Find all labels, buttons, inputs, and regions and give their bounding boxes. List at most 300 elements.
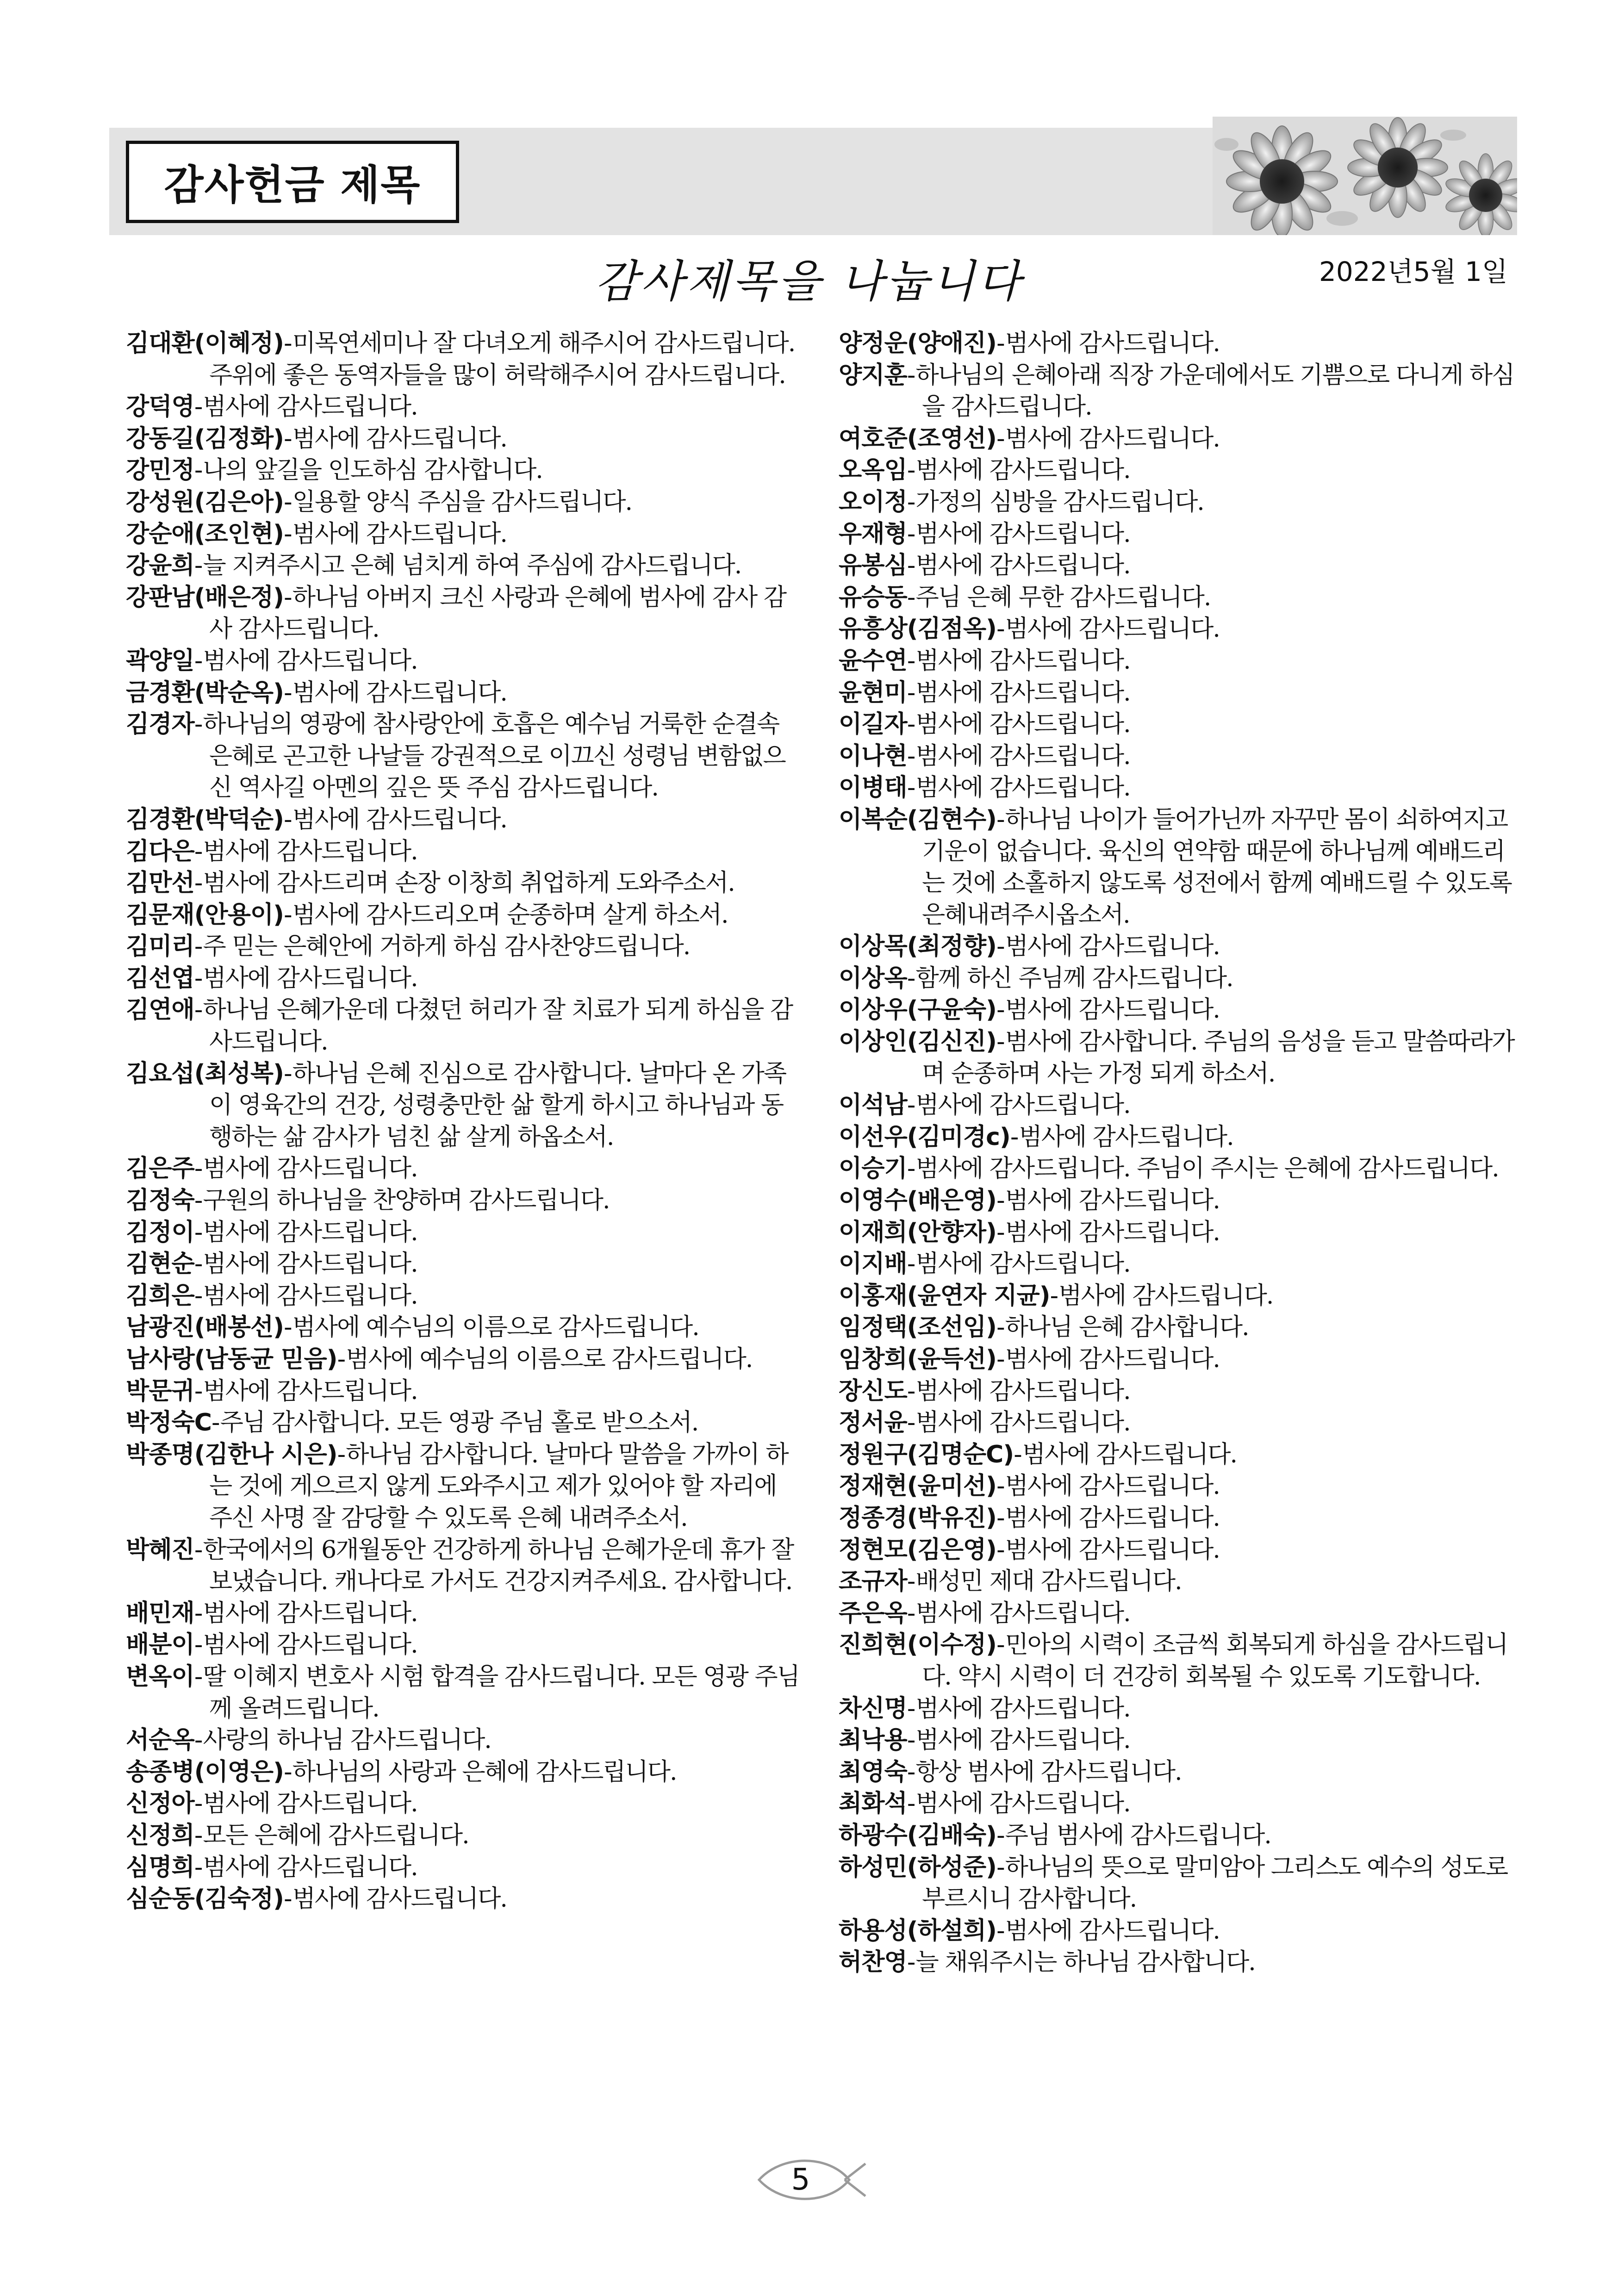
thanks-entry	[839, 1566, 1519, 1598]
thanks-entry	[839, 740, 1519, 772]
separator-dash: -	[194, 647, 203, 675]
thanks-entry	[126, 1344, 802, 1375]
donor-name: 김정이	[126, 1218, 194, 1246]
thanks-message: 범사에 감사드립니다.	[203, 1790, 417, 1818]
separator-dash: -	[194, 1726, 203, 1755]
thanks-message: 범사에 감사드립니다.	[1058, 1282, 1273, 1310]
thanks-entry	[126, 454, 802, 486]
thanks-message: 범사에 감사드립니다.	[915, 456, 1130, 485]
donor-name: 김문재(안용이)	[126, 901, 284, 929]
separator-dash: -	[996, 1536, 1005, 1564]
thanks-message: 범사에 감사드립니다.	[203, 837, 417, 865]
thanks-entry	[839, 1153, 1519, 1185]
thanks-entry	[126, 931, 802, 963]
separator-dash: -	[907, 552, 916, 580]
donor-name: 곽양일	[126, 647, 194, 675]
thanks-entry	[126, 1439, 802, 1534]
thanks-entry	[839, 1724, 1519, 1756]
thanks-message: 범사에 감사드립니다.	[1005, 1536, 1220, 1564]
donor-name: 이상인(김신진)	[839, 1028, 996, 1056]
thanks-message: 범사에 감사합니다. 주님의 음성을 듣고 말씀따라가며 순종하며 사는 가정 되게 하소서.	[922, 1028, 1514, 1088]
separator-dash: -	[907, 1250, 916, 1278]
thanks-entry	[839, 1820, 1519, 1852]
separator-dash: -	[1010, 1123, 1019, 1151]
donor-name: 김희은	[126, 1282, 194, 1310]
donor-name: 하광수(김배숙)	[839, 1821, 996, 1849]
thanks-message: 범사에 감사드립니다.	[1005, 1187, 1220, 1215]
separator-dash: -	[996, 1821, 1005, 1849]
thanks-entry	[839, 1312, 1519, 1344]
separator-dash: -	[996, 1345, 1005, 1373]
thanks-entry	[126, 518, 802, 550]
donor-name: 윤현미	[839, 678, 907, 707]
thanks-entry	[839, 1502, 1519, 1534]
separator-dash: -	[194, 1853, 203, 1881]
thanks-entry	[839, 1470, 1519, 1502]
thanks-entry	[126, 963, 802, 995]
thanks-message: 범사에 감사드립니다.	[915, 647, 1130, 675]
thanks-entry	[126, 1756, 802, 1788]
separator-dash: -	[1014, 1440, 1022, 1468]
thanks-entry	[839, 1439, 1519, 1471]
thanks-message: 배성민 제대 감사드립니다.	[915, 1568, 1182, 1596]
separator-dash: -	[283, 488, 292, 516]
thanks-message: 범사에 감사드립니다.	[915, 1726, 1130, 1755]
right-column	[839, 328, 1519, 1979]
thanks-entry	[126, 550, 802, 582]
donor-name: 조규자	[839, 1568, 907, 1596]
thanks-entry	[839, 550, 1519, 582]
thanks-entry	[126, 1661, 802, 1724]
separator-dash: -	[907, 1948, 916, 1977]
thanks-entry	[126, 1852, 802, 1884]
thanks-entry	[839, 1947, 1519, 1979]
separator-dash: -	[1050, 1282, 1059, 1310]
thanks-entry	[126, 1629, 802, 1661]
thanks-message: 주님 은혜 무한 감사드립니다.	[915, 583, 1211, 611]
separator-dash: -	[194, 552, 203, 580]
thanks-entry	[126, 677, 802, 709]
separator-dash: -	[194, 837, 203, 865]
donor-name: 남광진(배봉선)	[126, 1313, 284, 1342]
thanks-message: 범사에 감사드립니다.	[915, 710, 1130, 739]
thanks-entry	[839, 328, 1519, 360]
thanks-message: 범사에 감사드립니다.	[292, 520, 507, 548]
separator-dash: -	[194, 964, 203, 992]
separator-dash: -	[907, 1377, 916, 1405]
donor-name: 김경환(박덕순)	[126, 805, 284, 834]
thanks-entry	[126, 1534, 802, 1598]
thanks-entry	[126, 391, 802, 423]
donor-name: 심명희	[126, 1853, 194, 1881]
donor-name: 김미리	[126, 933, 194, 961]
thanks-message: 범사에 감사드립니다.	[292, 678, 507, 707]
thanks-entry	[839, 1598, 1519, 1630]
donor-name: 김경자	[126, 710, 194, 739]
separator-dash: -	[907, 520, 916, 548]
donor-name: 정종경(박유진)	[839, 1504, 996, 1532]
donor-name: 최화석	[839, 1790, 907, 1818]
thanks-message: 한국에서의 6개월동안 건강하게 하나님 은혜가운데 휴가 잘 보냈습니다. 캐나다로 가서도 건강지켜주세요. 감사합니다.	[203, 1536, 794, 1596]
donor-name: 박혜진	[126, 1536, 194, 1564]
thanks-message: 하나님의 사랑과 은혜에 감사드립니다.	[292, 1758, 677, 1786]
donor-name: 우재형	[839, 520, 907, 548]
thanks-message: 범사에 감사드립니다.	[292, 805, 507, 834]
separator-dash: -	[907, 1758, 916, 1786]
thanks-message: 주님 범사에 감사드립니다.	[1005, 1821, 1271, 1849]
donor-name: 김만선	[126, 869, 194, 897]
thanks-message: 범사에 감사드립니다.	[1005, 1218, 1220, 1246]
thanks-message: 민아의 시력이 조금씩 회복되게 하심을 감사드립니다. 약시 시력이 더 건강히 회복될 수 있도록 기도합니다.	[922, 1631, 1508, 1691]
donor-name: 이지배	[839, 1250, 907, 1278]
separator-dash: -	[283, 1313, 292, 1342]
separator-dash: -	[283, 1758, 292, 1786]
thanks-message: 범사에 감사드립니다.	[203, 1377, 417, 1405]
separator-dash: -	[194, 1662, 203, 1691]
thanks-entry	[126, 486, 802, 518]
donor-name: 김정숙	[126, 1187, 194, 1215]
thanks-message: 범사에 감사드립니다.	[915, 1409, 1130, 1437]
separator-dash: -	[283, 678, 292, 707]
thanks-message: 범사에 감사드립니다.	[915, 1091, 1130, 1120]
separator-dash: -	[194, 869, 203, 897]
thanks-entry	[126, 1598, 802, 1630]
separator-dash: -	[194, 1218, 203, 1246]
thanks-entry	[126, 582, 802, 645]
thanks-entry	[839, 994, 1519, 1026]
donor-name: 강윤희	[126, 552, 194, 580]
thanks-message: 항상 범사에 감사드립니다.	[915, 1758, 1182, 1786]
separator-dash: -	[907, 964, 916, 992]
donor-name: 김다은	[126, 837, 194, 865]
thanks-message: 범사에 감사드립니다.	[203, 1599, 417, 1627]
donor-name: 김요섭(최성복)	[126, 1059, 284, 1088]
donor-name: 강민정	[126, 456, 194, 485]
thanks-message: 범사에 감사드립니다.	[1005, 1504, 1220, 1532]
separator-dash: -	[194, 1790, 203, 1818]
thanks-entry	[126, 1883, 802, 1915]
thanks-entry	[839, 1089, 1519, 1121]
separator-dash: -	[337, 1345, 346, 1373]
thanks-entry	[126, 423, 802, 455]
separator-dash: -	[907, 1409, 916, 1437]
donor-name: 이석남	[839, 1091, 907, 1120]
thanks-entry	[839, 613, 1519, 645]
separator-dash: -	[907, 1091, 916, 1120]
thanks-entry	[839, 454, 1519, 486]
thanks-message: 하나님의 은혜아래 직장 가운데에서도 기쁨으로 다니게 하심을 감사드립니다.	[915, 361, 1514, 421]
donor-name: 이나현	[839, 742, 907, 770]
thanks-message: 범사에 감사드립니다.	[203, 964, 417, 992]
donor-name: 금경환(박순옥)	[126, 678, 284, 707]
thanks-entry	[839, 1693, 1519, 1725]
thanks-message: 딸 이혜지 변호사 시험 합격을 감사드립니다. 모든 영광 주님께 올려드립니다.	[203, 1662, 799, 1723]
donor-name: 이승기	[839, 1155, 907, 1183]
thanks-entry	[126, 1820, 802, 1852]
thanks-entry	[839, 804, 1519, 931]
thanks-message: 범사에 감사드립니다.	[292, 424, 507, 453]
thanks-message: 범사에 감사드리며 손장 이창희 취업하게 도와주소서.	[203, 869, 734, 897]
thanks-message: 범사에 감사드립니다.	[1005, 996, 1220, 1024]
thanks-entry	[839, 645, 1519, 677]
donor-name: 김현순	[126, 1250, 194, 1278]
thanks-entry	[839, 486, 1519, 518]
thanks-entry	[126, 1217, 802, 1249]
donor-name: 정원구(김명순C)	[839, 1440, 1014, 1468]
thanks-entry	[839, 709, 1519, 740]
donor-name: 이복순(김현수)	[839, 805, 996, 834]
donor-name: 최낙용	[839, 1726, 907, 1755]
thanks-message: 범사에 감사드립니다.	[203, 1853, 417, 1881]
separator-dash: -	[996, 615, 1005, 643]
separator-dash: -	[283, 805, 292, 834]
thanks-entry	[126, 1058, 802, 1153]
thanks-message: 범사에 감사드립니다.	[915, 552, 1130, 580]
thanks-message: 범사에 감사드립니다.	[1005, 1345, 1220, 1373]
thanks-entry	[839, 518, 1519, 550]
separator-dash: -	[996, 1187, 1005, 1215]
separator-dash: -	[996, 1853, 1005, 1881]
thanks-entry	[839, 1915, 1519, 1947]
thanks-entry	[839, 1121, 1519, 1153]
thanks-message: 구원의 하나님을 찬양하며 감사드립니다.	[203, 1187, 610, 1215]
donor-name: 장신도	[839, 1377, 907, 1405]
thanks-entry	[126, 899, 802, 931]
separator-dash: -	[996, 1028, 1005, 1056]
separator-dash: -	[996, 933, 1005, 961]
separator-dash: -	[996, 1916, 1005, 1945]
donor-name: 이길자	[839, 710, 907, 739]
donor-name: 유승동	[839, 583, 907, 611]
donor-name: 심순동(김숙정)	[126, 1885, 284, 1913]
donor-name: 이홍재(윤연자 지균)	[839, 1282, 1050, 1310]
thanks-message: 범사에 감사드립니다.	[915, 1599, 1130, 1627]
donor-name: 최영숙	[839, 1758, 907, 1786]
donor-name: 여호준(조영선)	[839, 424, 996, 453]
thanks-entry	[126, 867, 802, 899]
separator-dash: -	[996, 805, 1005, 834]
separator-dash: -	[907, 583, 916, 611]
thanks-entry	[126, 328, 802, 391]
separator-dash: -	[907, 361, 916, 389]
thanks-entry	[126, 1407, 802, 1439]
donor-name: 서순옥	[126, 1726, 194, 1755]
thanks-message: 범사에 감사드립니다.	[1005, 1916, 1220, 1945]
thanks-entry	[839, 1534, 1519, 1566]
thanks-message: 범사에 감사드립니다.	[203, 1631, 417, 1659]
separator-dash: -	[194, 1631, 203, 1659]
thanks-message: 범사에 감사드립니다.	[1005, 424, 1220, 453]
separator-dash: -	[907, 1599, 916, 1627]
separator-dash: -	[194, 996, 203, 1024]
donor-name: 허찬영	[839, 1948, 907, 1977]
donor-name: 오옥임	[839, 456, 907, 485]
thanks-entry	[839, 1217, 1519, 1249]
thanks-message: 미목연세미나 잘 다녀오게 해주시어 감사드립니다. 주위에 좋은 동역자들을 많이 허락해주시어 감사드립니다.	[209, 330, 795, 389]
thanks-entry	[839, 772, 1519, 804]
thanks-entry	[839, 1852, 1519, 1915]
separator-dash: -	[907, 1568, 916, 1596]
thanks-message: 범사에 감사드립니다.	[915, 1377, 1130, 1405]
thanks-entry	[126, 836, 802, 868]
donor-name: 신정희	[126, 1821, 194, 1849]
headline: 감사제목을 나눕니다	[595, 255, 1023, 307]
thanks-entry	[839, 1375, 1519, 1407]
donor-name: 이선우(김미경c)	[839, 1123, 1010, 1151]
donor-name: 유흥상(김점옥)	[839, 615, 996, 643]
separator-dash: -	[194, 1599, 203, 1627]
separator-dash: -	[194, 1155, 203, 1183]
donor-name: 김대환(이혜정)	[126, 330, 284, 357]
donor-name: 이영수(배은영)	[839, 1187, 996, 1215]
separator-dash: -	[907, 1694, 916, 1723]
separator-dash: -	[996, 996, 1005, 1024]
thanks-message: 하나님의 뜻으로 말미암아 그리스도 예수의 성도로 부르시니 감사합니다.	[922, 1853, 1508, 1913]
issue-date: 2022년5월 1일	[1319, 256, 1508, 287]
thanks-message: 하나님 감사합니다. 날마다 말씀을 가까이 하는 것에 게으르지 않게 도와주시고 제가 있어야 할 자리에 주신 사명 잘 감당할 수 있도록 은혜 내려주소서.	[209, 1440, 788, 1532]
thanks-message: 가정의 심방을 감사드립니다.	[915, 488, 1204, 516]
separator-dash: -	[907, 456, 916, 485]
thanks-message: 함께 하신 주님께 감사드립니다.	[915, 964, 1233, 992]
thanks-message: 범사에 감사드립니다. 주님이 주시는 은혜에 감사드립니다.	[915, 1155, 1499, 1183]
thanks-entry	[839, 1756, 1519, 1788]
separator-dash: -	[996, 1313, 1005, 1342]
separator-dash: -	[996, 330, 1005, 357]
thanks-message: 범사에 감사드립니다.	[1022, 1440, 1237, 1468]
left-column	[126, 328, 802, 1915]
thanks-message: 범사에 감사드립니다.	[203, 393, 417, 421]
donor-name: 이상우(구윤숙)	[839, 996, 996, 1024]
separator-dash: -	[194, 456, 203, 485]
donor-name: 이상옥	[839, 964, 907, 992]
separator-dash: -	[283, 424, 292, 453]
thanks-message: 범사에 감사드립니다.	[1005, 330, 1220, 357]
thanks-entry	[839, 1248, 1519, 1280]
separator-dash: -	[907, 488, 916, 516]
separator-dash: -	[283, 901, 292, 929]
donor-name: 차신명	[839, 1694, 907, 1723]
thanks-entry	[126, 1724, 802, 1756]
thanks-message: 범사에 감사드립니다.	[915, 742, 1130, 770]
thanks-entry	[839, 1629, 1519, 1692]
separator-dash: -	[283, 520, 292, 548]
thanks-entry	[839, 360, 1519, 423]
separator-dash: -	[907, 1726, 916, 1755]
donor-name: 임창희(윤득선)	[839, 1345, 996, 1373]
thanks-message: 주님 감사합니다. 모든 영광 주님 홀로 받으소서.	[220, 1409, 698, 1437]
donor-name: 강동길(김정화)	[126, 424, 284, 453]
thanks-message: 하나님 은혜가운데 다쳤던 허리가 잘 치료가 되게 하심을 감사드립니다.	[203, 996, 793, 1056]
separator-dash: -	[194, 1282, 203, 1310]
donor-name: 양정운(양애진)	[839, 330, 996, 357]
thanks-message: 모든 은혜에 감사드립니다.	[203, 1821, 469, 1849]
separator-dash: -	[996, 424, 1005, 453]
thanks-message: 늘 채워주시는 하나님 감사합니다.	[915, 1948, 1255, 1977]
donor-name: 송종병(이영은)	[126, 1758, 284, 1786]
thanks-entry	[126, 1312, 802, 1344]
separator-dash: -	[194, 1536, 203, 1564]
donor-name: 박정숙C	[126, 1409, 212, 1437]
thanks-entry	[126, 1375, 802, 1407]
thanks-message: 범사에 감사드립니다.	[292, 1885, 507, 1913]
separator-dash: -	[907, 710, 916, 739]
separator-dash: -	[337, 1440, 346, 1468]
thanks-entry	[126, 1280, 802, 1312]
donor-name: 변옥이	[126, 1662, 194, 1691]
donor-name: 강성원(김은아)	[126, 488, 284, 516]
separator-dash: -	[194, 933, 203, 961]
donor-name: 정재현(윤미선)	[839, 1472, 996, 1500]
thanks-entry	[126, 1153, 802, 1185]
thanks-message: 하나님 나이가 들어가닌까 자꾸만 몸이 쇠하여지고 기운이 없습니다. 육신의 연약함 때문에 하나님께 예배드리는 것에 소홀하지 않도록 성전에서 함께 예배드릴 수 있도록 은혜내려주시옵소서.	[922, 805, 1512, 929]
page-footer	[750, 2152, 870, 2208]
thanks-entry	[839, 1344, 1519, 1375]
separator-dash: -	[194, 710, 203, 739]
title-box	[126, 141, 459, 223]
donor-name: 유봉심	[839, 552, 907, 580]
thanks-entry	[126, 1248, 802, 1280]
donor-name: 남사랑(남동균 믿음)	[126, 1345, 337, 1373]
thanks-message: 범사에 감사드립니다.	[1005, 933, 1220, 961]
thanks-entry	[126, 804, 802, 836]
separator-dash: -	[907, 774, 916, 802]
donor-name: 하용성(하설희)	[839, 1916, 996, 1945]
donor-name: 김연애	[126, 996, 194, 1024]
thanks-message: 범사에 예수님의 이름으로 감사드립니다.	[346, 1345, 753, 1373]
thanks-message: 범사에 감사드립니다.	[915, 1250, 1130, 1278]
thanks-entry	[839, 582, 1519, 614]
thanks-message: 늘 지켜주시고 은혜 넘치게 하여 주심에 감사드립니다.	[203, 552, 741, 580]
donor-name: 배분이	[126, 1631, 194, 1659]
thanks-message: 주 믿는 은혜안에 거하게 하심 감사찬양드립니다.	[203, 933, 690, 961]
thanks-entry	[126, 645, 802, 677]
thanks-message: 사랑의 하나님 감사드립니다.	[203, 1726, 491, 1755]
thanks-message: 일용할 양식 주심을 감사드립니다.	[292, 488, 632, 516]
thanks-entry	[126, 1788, 802, 1820]
separator-dash: -	[211, 1409, 220, 1437]
separator-dash: -	[194, 1187, 203, 1215]
donor-name: 양지훈	[839, 361, 907, 389]
thanks-message: 범사에 감사드립니다.	[203, 1218, 417, 1246]
separator-dash: -	[194, 1377, 203, 1405]
donor-name: 오이정	[839, 488, 907, 516]
separator-dash: -	[907, 1155, 916, 1183]
donor-name: 김은주	[126, 1155, 194, 1183]
donor-name: 신정아	[126, 1790, 194, 1818]
thanks-message: 범사에 감사드립니다.	[203, 647, 417, 675]
thanks-entry	[839, 1788, 1519, 1820]
donor-name: 정현모(김은영)	[839, 1536, 996, 1564]
thanks-message: 나의 앞길을 인도하심 감사합니다.	[203, 456, 542, 485]
thanks-message: 범사에 감사드립니다.	[1019, 1123, 1233, 1151]
donor-name: 윤수연	[839, 647, 907, 675]
donor-name: 배민재	[126, 1599, 194, 1627]
thanks-message: 하나님 아버지 크신 사랑과 은혜에 범사에 감사 감사 감사드립니다.	[209, 583, 786, 643]
thanks-entry	[126, 994, 802, 1058]
separator-dash: -	[283, 1885, 292, 1913]
thanks-entry	[839, 677, 1519, 709]
thanks-message: 범사에 감사드립니다.	[1005, 615, 1220, 643]
thanks-entry	[839, 1026, 1519, 1089]
separator-dash: -	[907, 678, 916, 707]
page-number: 5	[791, 2163, 810, 2197]
separator-dash: -	[194, 1250, 203, 1278]
thanks-message: 하나님 은혜 감사합니다.	[1005, 1313, 1249, 1342]
donor-name: 정서윤	[839, 1409, 907, 1437]
separator-dash: -	[194, 393, 203, 421]
separator-dash: -	[907, 647, 916, 675]
donor-name: 박문귀	[126, 1377, 194, 1405]
